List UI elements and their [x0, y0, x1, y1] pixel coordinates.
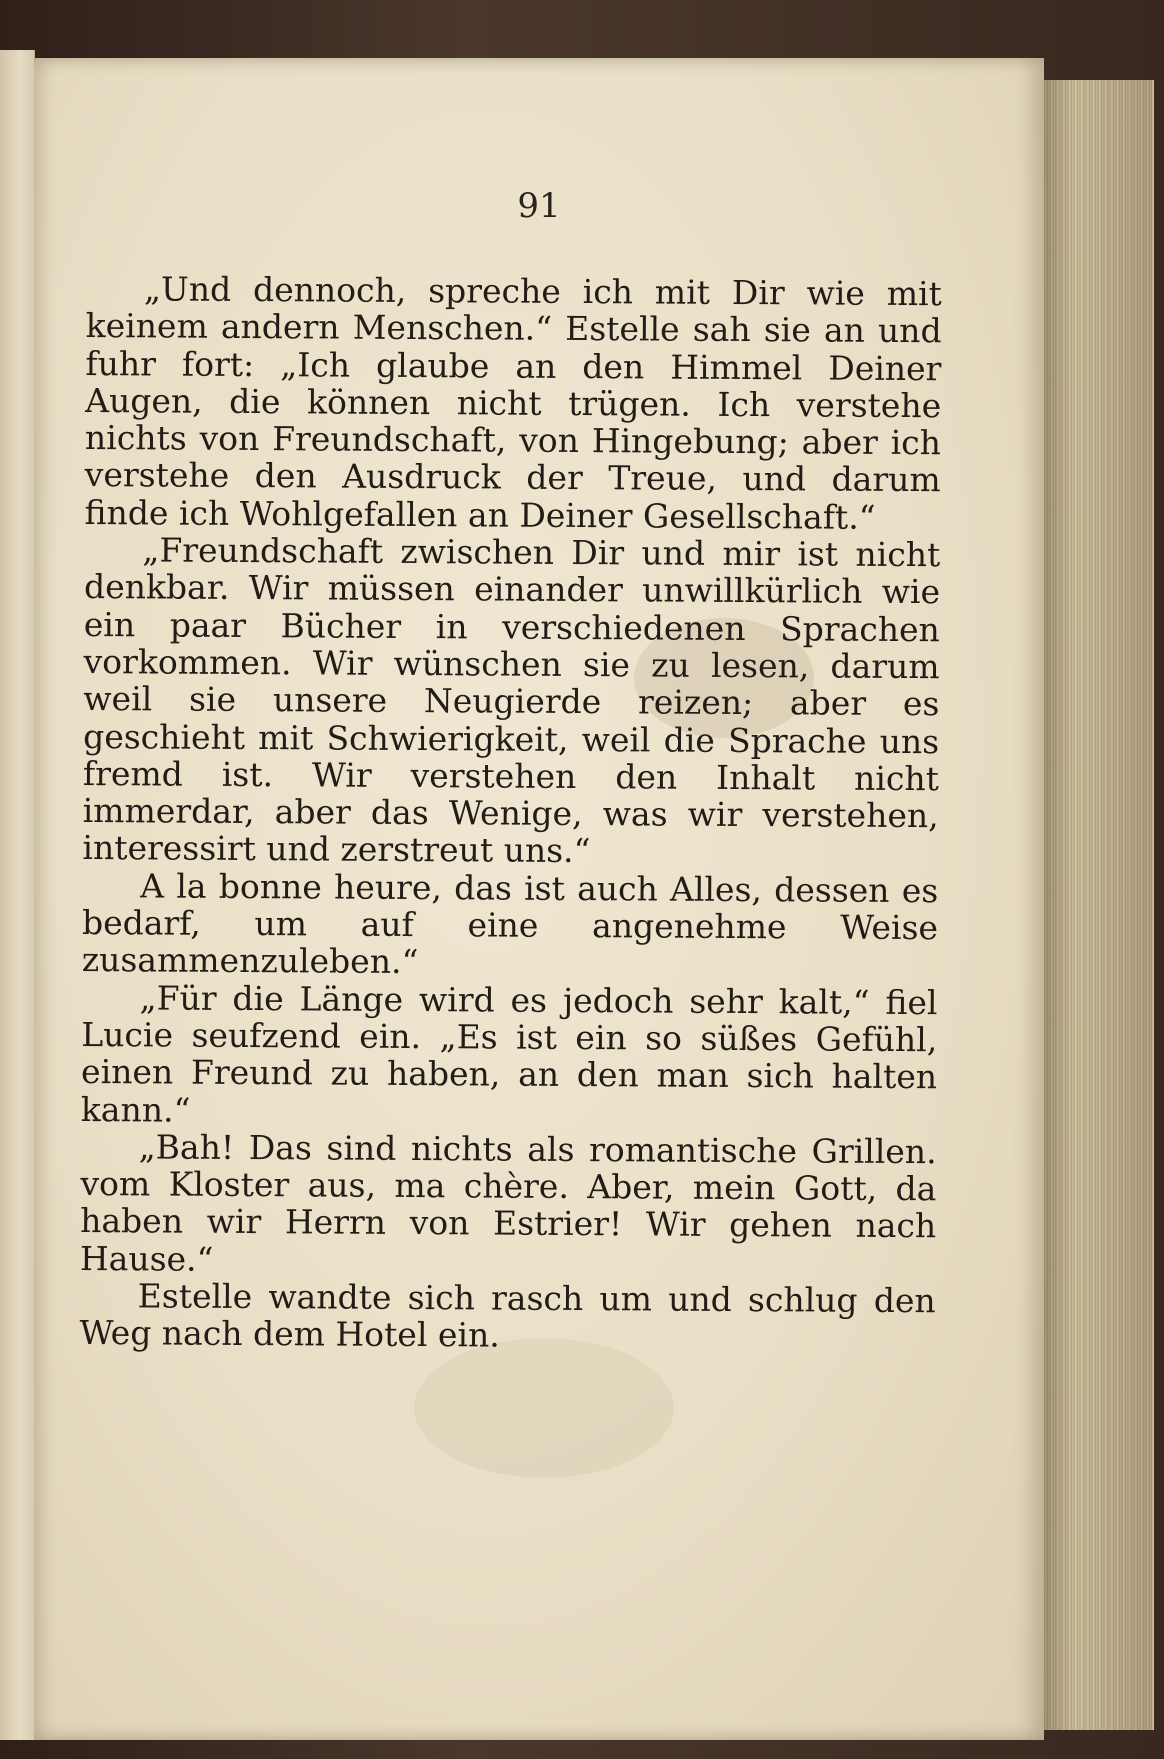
- paragraph: Estelle wandte sich rasch um und schlug den Weg nach dem Hotel ein.: [79, 1276, 936, 1355]
- paragraph: „Freundschaft zwischen Dir und mir ist nicht denkbar. Wir müssen einander unwillkürlich wie ein paar Bücher in verschiedenen Sprachen vorkommen. Wir wünschen sie zu lesen, darum weil sie unsere Neugierde reizen; aber es geschieht mit Schwierigkeit, weil die Sprache uns fremd ist. Wir verstehen den Inhalt nicht immerdar, aber das Wenige, was wir verstehen, interessirt und zerstreut uns.“: [82, 530, 941, 871]
- page-text: [79, 270, 942, 1357]
- paragraph: „Für die Länge wird es jedoch sehr kalt,“ fiel Lucie seufzend ein. „Es ist ein so süßes Gefühl, einen Freund zu haben, an den man sich halten kann.“: [80, 977, 938, 1130]
- paragraph: A la bonne heure, das ist auch Alles, dessen es bedarf, um auf eine angenehme Weise zusammenzuleben.“: [81, 866, 939, 982]
- page-stack-shade: [1040, 80, 1152, 1730]
- paragraph: „Und dennoch, spreche ich mit Dir wie mit keinem andern Menschen.“ Estelle sah sie an und fuhr fort: „Ich glaube an den Himmel Deiner Augen, die können nicht trügen. Ich verstehe nichts von Freundschaft, von Hingebung; aber ich verstehe den Ausdruck der Treue, und darum finde ich Wohlgefallen an Deiner Gesellschaft.“: [84, 269, 942, 537]
- left-page-edge: [0, 50, 35, 1740]
- paragraph: „Bah! Das sind nichts als romantische Grillen. vom Kloster aus, ma chère. Aber, mein Gott, da haben wir Herrn von Estrier! Wir gehen nach Hause.“: [79, 1127, 937, 1279]
- paper-stain: [414, 1338, 674, 1478]
- book-page: [34, 58, 1044, 1740]
- page-number: 91: [517, 186, 561, 226]
